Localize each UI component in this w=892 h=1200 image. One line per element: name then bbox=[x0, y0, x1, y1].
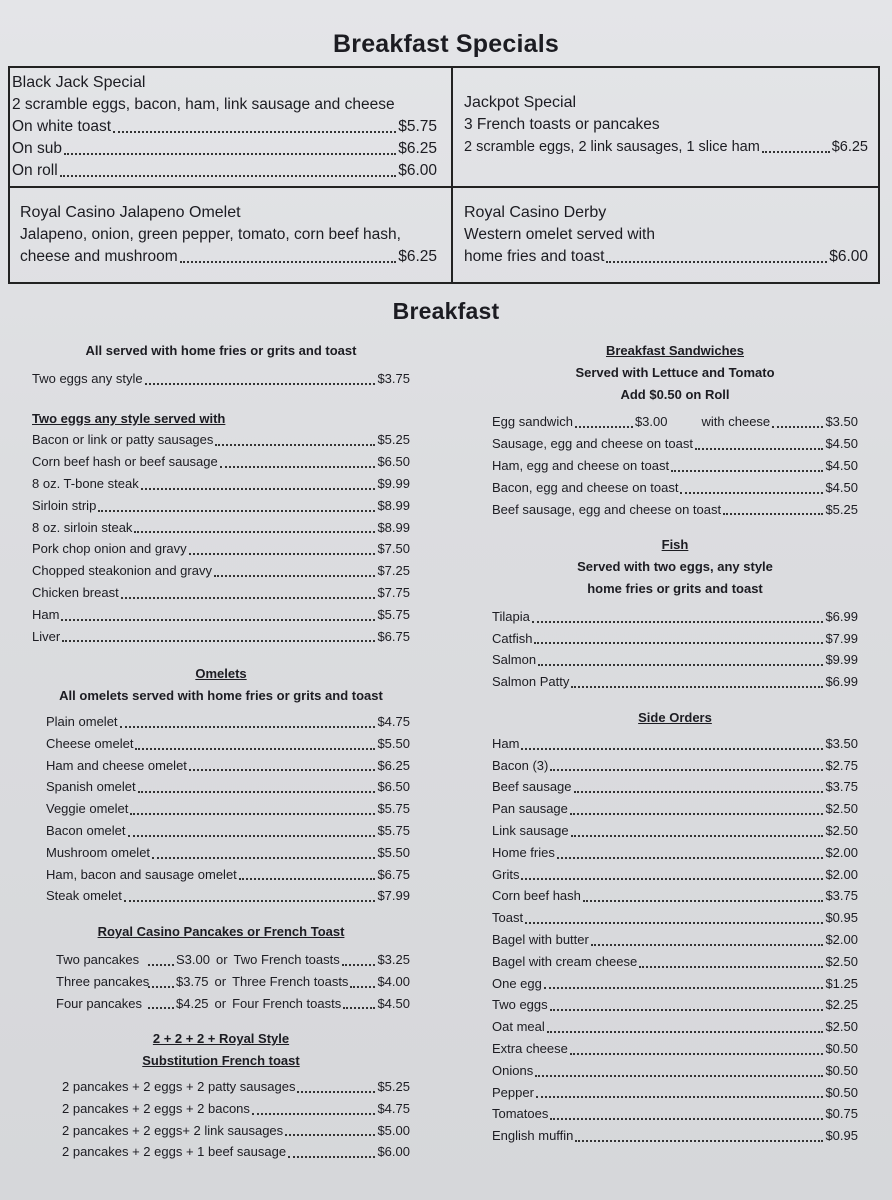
item-name: Chicken breast bbox=[32, 584, 119, 600]
item-name: Sirloin strip bbox=[32, 497, 97, 513]
menu-item-row bbox=[32, 368, 410, 390]
item-price: $3.75 bbox=[377, 370, 410, 386]
pancakes-list bbox=[32, 949, 410, 1014]
item-price: $2.25 bbox=[825, 997, 858, 1013]
item-price: $7.75 bbox=[377, 584, 410, 600]
menu-item-row bbox=[32, 451, 410, 473]
item-price: $6.25 bbox=[377, 757, 410, 773]
jackpot-line1: 3 French toasts or pancakes bbox=[464, 116, 660, 133]
or-label: or bbox=[214, 995, 227, 1011]
menu-item-row bbox=[46, 776, 410, 798]
item-price: $0.95 bbox=[825, 1128, 858, 1144]
menu-item-row bbox=[46, 711, 410, 733]
breakfast-title: Breakfast bbox=[392, 298, 500, 324]
menu-item-row bbox=[32, 473, 410, 495]
item-price: $0.50 bbox=[825, 1062, 858, 1078]
menu-item-row bbox=[20, 246, 437, 268]
menu-item-row bbox=[492, 842, 858, 864]
menu-item-row bbox=[492, 477, 858, 499]
item-price: $8.99 bbox=[377, 497, 410, 513]
item-price: $2.50 bbox=[825, 822, 858, 838]
menu-item-row bbox=[46, 798, 410, 820]
two-eggs-with-title: Two eggs any style served with bbox=[32, 410, 226, 426]
menu-item-row bbox=[492, 455, 858, 477]
item-price: $4.25 bbox=[176, 995, 209, 1011]
item-price: $0.50 bbox=[825, 1084, 858, 1100]
black-jack-special bbox=[12, 72, 437, 182]
item-price: $5.50 bbox=[377, 844, 410, 860]
item-name: Pork chop onion and gravy bbox=[32, 541, 187, 557]
omelets-list bbox=[32, 711, 410, 907]
derby-line1: Western omelet served with bbox=[464, 226, 655, 243]
menu-item-row bbox=[46, 864, 410, 886]
menu-item-row bbox=[492, 649, 858, 671]
item-price: $4.00 bbox=[377, 973, 410, 989]
item-name: Chopped steakonion and gravy bbox=[32, 563, 212, 579]
menu-item-row bbox=[32, 517, 410, 539]
item-name: On sub bbox=[12, 140, 62, 157]
item-name: Bacon omelet bbox=[46, 822, 126, 838]
item-name: Onions bbox=[492, 1062, 534, 1078]
item-name: Three French toasts bbox=[232, 973, 349, 989]
pancake-row bbox=[56, 993, 410, 1015]
item-name: Ham, bacon and sausage omelet bbox=[46, 866, 237, 882]
item-price: $4.50 bbox=[825, 457, 858, 473]
box-divider-horizontal bbox=[10, 186, 878, 188]
sandwiches-note1: Served with Lettuce and Tomato bbox=[575, 364, 775, 380]
item-price: $2.50 bbox=[825, 1019, 858, 1035]
menu-item-row bbox=[492, 1016, 858, 1038]
menu-item-row bbox=[62, 1076, 410, 1098]
menu-item-row bbox=[464, 246, 868, 268]
item-name: Ham bbox=[32, 606, 60, 622]
pancake-row bbox=[56, 949, 410, 971]
item-name: Bagel with cream cheese bbox=[492, 953, 638, 969]
item-price: $7.99 bbox=[825, 630, 858, 646]
black-jack-name: Black Jack Special bbox=[12, 74, 146, 91]
item-name: Mushroom omelet bbox=[46, 844, 151, 860]
item-name: Link sausage bbox=[492, 822, 569, 838]
item-price: $3.50 bbox=[825, 414, 858, 430]
jalapeno-omelet-special bbox=[20, 202, 437, 268]
item-price: $8.99 bbox=[377, 519, 410, 535]
item-price: $5.25 bbox=[377, 432, 410, 448]
jackpot-name: Jackpot Special bbox=[464, 94, 577, 111]
item-price: $6.99 bbox=[825, 674, 858, 690]
or-label: or bbox=[214, 973, 227, 989]
item-price: $3.00 bbox=[634, 414, 668, 430]
item-name: 8 oz. sirloin steak bbox=[32, 519, 133, 535]
item-price: $4.75 bbox=[377, 1100, 410, 1116]
item-price: $7.99 bbox=[377, 888, 410, 904]
sandwiches-list bbox=[492, 433, 858, 520]
item-price: $2.00 bbox=[825, 931, 858, 947]
item-name: Steak omelet bbox=[46, 888, 122, 904]
item-name: Four pancakes bbox=[56, 995, 142, 1011]
menu-item-row bbox=[32, 560, 410, 582]
menu-item-row bbox=[492, 1060, 858, 1082]
item-price: $6.75 bbox=[377, 628, 410, 644]
fish-note1: Served with two eggs, any style bbox=[577, 559, 773, 575]
item-price: $0.75 bbox=[825, 1106, 858, 1122]
menu-item-row bbox=[492, 951, 858, 973]
menu-item-row bbox=[492, 628, 858, 650]
menu-item-row bbox=[492, 755, 858, 777]
item-name: Pan sausage bbox=[492, 801, 568, 817]
menu-item-row bbox=[46, 820, 410, 842]
item-name: Beef sausage, egg and cheese on toast bbox=[492, 501, 722, 517]
item-name: 2 pancakes + 2 eggs+ 2 link sausages bbox=[62, 1122, 284, 1138]
item-name: Ham, egg and cheese on toast bbox=[492, 457, 670, 473]
item-price: S3.00 bbox=[176, 951, 210, 967]
item-price: $2.00 bbox=[825, 844, 858, 860]
item-name: Tilapia bbox=[492, 608, 530, 624]
menu-item-row bbox=[492, 929, 858, 951]
item-price: $6.25 bbox=[398, 140, 437, 157]
menu-item-row bbox=[492, 973, 858, 995]
item-price: $2.50 bbox=[825, 953, 858, 969]
item-name: Spanish omelet bbox=[46, 779, 136, 795]
fish-note2: home fries or grits and toast bbox=[587, 580, 763, 596]
item-name: 2 pancakes + 2 eggs + 1 beef sausage bbox=[62, 1144, 287, 1160]
item-name: Two pancakes bbox=[56, 951, 140, 967]
item-price: $0.50 bbox=[825, 1040, 858, 1056]
item-price: $9.99 bbox=[377, 475, 410, 491]
menu-item-row bbox=[62, 1141, 410, 1163]
item-price: $3.25 bbox=[377, 951, 410, 967]
side-orders-title: Side Orders bbox=[638, 709, 712, 725]
menu-item-row bbox=[12, 138, 437, 160]
item-price: $6.00 bbox=[398, 162, 437, 179]
item-name: Three pancakes bbox=[56, 973, 150, 989]
item-name: 2 scramble eggs, 2 link sausages, 1 slice ham bbox=[464, 139, 760, 155]
item-name: Extra cheese bbox=[492, 1040, 568, 1056]
menu-item-row bbox=[46, 885, 410, 907]
jackpot-special bbox=[464, 92, 868, 158]
item-name: Two eggs any style bbox=[32, 370, 143, 386]
pancakes-title: Royal Casino Pancakes or French Toast bbox=[97, 924, 345, 940]
pancake-row bbox=[56, 971, 410, 993]
jalapeno-line1: Jalapeno, onion, green pepper, tomato, corn beef hash, bbox=[20, 226, 401, 243]
item-price: $2.75 bbox=[825, 757, 858, 773]
menu-item-row bbox=[46, 733, 410, 755]
item-price: $6.50 bbox=[377, 779, 410, 795]
item-name: Oat meal bbox=[492, 1019, 545, 1035]
item-name: One egg bbox=[492, 975, 542, 991]
specials-box bbox=[8, 66, 880, 284]
item-name: Beef sausage bbox=[492, 779, 572, 795]
menu-item-row bbox=[12, 116, 437, 138]
item-price: $5.00 bbox=[377, 1122, 410, 1138]
right-column bbox=[492, 340, 858, 1147]
menu-item-row bbox=[492, 433, 858, 455]
item-price: $5.75 bbox=[377, 801, 410, 817]
item-name: Salmon bbox=[492, 652, 537, 668]
item-name: home fries and toast bbox=[464, 248, 605, 265]
item-name: Salmon Patty bbox=[492, 674, 570, 690]
menu-item-row bbox=[46, 755, 410, 777]
menu-item-row bbox=[32, 538, 410, 560]
item-name: with cheese bbox=[701, 414, 771, 430]
menu-item-row bbox=[62, 1120, 410, 1142]
menu-item-row bbox=[492, 499, 858, 521]
menu-item-row bbox=[492, 885, 858, 907]
item-price: $7.50 bbox=[377, 541, 410, 557]
derby-special bbox=[464, 202, 868, 268]
item-name: Bagel with butter bbox=[492, 931, 589, 947]
two-eggs-with-list bbox=[32, 429, 410, 647]
item-name: Ham and cheese omelet bbox=[46, 757, 187, 773]
item-price: $0.95 bbox=[825, 910, 858, 926]
item-price: $5.75 bbox=[377, 822, 410, 838]
item-price: $6.00 bbox=[829, 248, 868, 265]
menu-item-row bbox=[492, 798, 858, 820]
menu-item-row bbox=[492, 776, 858, 798]
item-name: 8 oz. T-bone steak bbox=[32, 475, 139, 491]
item-name: Egg sandwich bbox=[492, 414, 573, 430]
black-jack-desc: 2 scramble eggs, bacon, ham, link sausage and cheese bbox=[12, 96, 395, 113]
item-price: $2.50 bbox=[825, 801, 858, 817]
menu-item-row bbox=[492, 820, 858, 842]
item-name: cheese and mushroom bbox=[20, 248, 178, 265]
item-name: Ham bbox=[492, 735, 520, 751]
box-divider-vertical bbox=[451, 68, 453, 282]
item-name: 2 pancakes + 2 eggs + 2 bacons bbox=[62, 1100, 250, 1116]
omelets-note: All omelets served with home fries or grits and toast bbox=[59, 688, 383, 704]
item-price: $6.00 bbox=[377, 1144, 410, 1160]
menu-item-row bbox=[492, 994, 858, 1016]
fish-title: Fish bbox=[661, 537, 689, 553]
item-price: $4.75 bbox=[377, 713, 410, 729]
breakfast-specials-title: Breakfast Specials bbox=[333, 30, 559, 58]
menu-item-row bbox=[32, 495, 410, 517]
item-name: English muffin bbox=[492, 1128, 574, 1144]
menu-item-row bbox=[464, 136, 868, 158]
menu-item-row bbox=[46, 842, 410, 864]
royal-style-subtitle: Substitution French toast bbox=[142, 1053, 300, 1069]
omelets-title: Omelets bbox=[195, 666, 247, 682]
item-price: $3.50 bbox=[825, 735, 858, 751]
menu-item-row bbox=[32, 582, 410, 604]
served-note: All served with home fries or grits and toast bbox=[85, 343, 357, 358]
item-name: Bacon, egg and cheese on toast bbox=[492, 479, 679, 495]
item-name: Liver bbox=[32, 628, 61, 644]
item-price: $7.25 bbox=[377, 563, 410, 579]
menu-item-row bbox=[492, 411, 858, 433]
menu-item-row bbox=[492, 671, 858, 693]
menu-item-row bbox=[492, 733, 858, 755]
item-name: Home fries bbox=[492, 844, 555, 860]
sandwiches-title: Breakfast Sandwiches bbox=[605, 343, 744, 358]
or-label: or bbox=[215, 951, 228, 967]
royal-style-title: 2 + 2 + 2 + Royal Style bbox=[152, 1031, 290, 1047]
item-name: Two French toasts bbox=[233, 951, 340, 967]
item-price: $5.50 bbox=[377, 735, 410, 751]
menu-item-row bbox=[492, 907, 858, 929]
item-name: On roll bbox=[12, 162, 58, 179]
item-name: Corn beef hash bbox=[492, 888, 581, 904]
menu-item-row bbox=[492, 864, 858, 886]
item-name: Bacon or link or patty sausages bbox=[32, 432, 214, 448]
item-name: Plain omelet bbox=[46, 713, 118, 729]
left-column bbox=[32, 340, 410, 1163]
item-price: $6.25 bbox=[398, 248, 437, 265]
item-price: $4.50 bbox=[825, 479, 858, 495]
item-price: $5.75 bbox=[377, 606, 410, 622]
item-price: $5.25 bbox=[825, 501, 858, 517]
menu-item-row bbox=[62, 1098, 410, 1120]
royal-style-list bbox=[32, 1076, 410, 1163]
item-price: $6.50 bbox=[377, 454, 410, 470]
item-price: $2.00 bbox=[825, 866, 858, 882]
menu-item-row bbox=[492, 1103, 858, 1125]
item-name: Catfish bbox=[492, 630, 533, 646]
item-name: On white toast bbox=[12, 118, 112, 135]
item-price: $9.99 bbox=[825, 652, 858, 668]
menu-item-row bbox=[32, 626, 410, 648]
menu-item-row bbox=[32, 604, 410, 626]
menu-item-row bbox=[492, 1082, 858, 1104]
item-price: $6.25 bbox=[831, 139, 868, 155]
item-price: $6.99 bbox=[825, 608, 858, 624]
menu-item-row bbox=[12, 160, 437, 182]
item-price: $6.75 bbox=[377, 866, 410, 882]
item-price: $1.25 bbox=[825, 975, 858, 991]
item-price: $3.75 bbox=[825, 779, 858, 795]
item-name: Toast bbox=[492, 910, 524, 926]
item-name: Four French toasts bbox=[232, 995, 342, 1011]
item-name: Grits bbox=[492, 866, 520, 882]
item-name: 2 pancakes + 2 eggs + 2 patty sausages bbox=[62, 1078, 296, 1094]
item-price: $5.25 bbox=[377, 1078, 410, 1094]
menu-item-row bbox=[32, 429, 410, 451]
item-name: Pepper bbox=[492, 1084, 534, 1100]
menu-item-row bbox=[492, 1125, 858, 1147]
item-name: Bacon (3) bbox=[492, 757, 549, 773]
item-name: Sausage, egg and cheese on toast bbox=[492, 436, 693, 452]
jalapeno-name: Royal Casino Jalapeno Omelet bbox=[20, 204, 241, 221]
item-name: Veggie omelet bbox=[46, 801, 129, 817]
item-name: Corn beef hash or beef sausage bbox=[32, 454, 218, 470]
sandwiches-note2: Add $0.50 on Roll bbox=[620, 386, 730, 402]
menu-item-row bbox=[492, 1038, 858, 1060]
item-name: Two eggs bbox=[492, 997, 548, 1013]
fish-list bbox=[492, 606, 858, 693]
item-name: Cheese omelet bbox=[46, 735, 134, 751]
item-price: $3.75 bbox=[825, 888, 858, 904]
derby-name: Royal Casino Derby bbox=[464, 204, 607, 221]
item-price: $5.75 bbox=[398, 118, 437, 135]
item-name: Tomatoes bbox=[492, 1106, 549, 1122]
menu-item-row bbox=[492, 606, 858, 628]
item-price: $3.75 bbox=[176, 973, 209, 989]
item-price: $4.50 bbox=[377, 995, 410, 1011]
side-orders-list bbox=[492, 733, 858, 1147]
item-price: $4.50 bbox=[825, 436, 858, 452]
